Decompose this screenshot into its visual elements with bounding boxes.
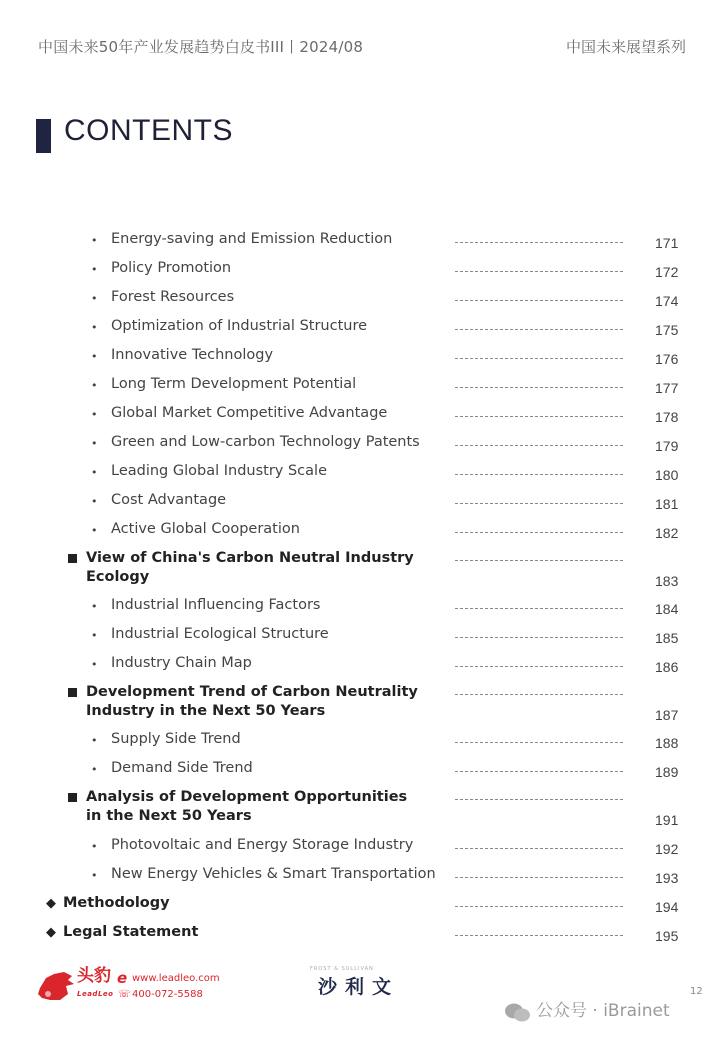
bullet-dot-icon: • xyxy=(91,734,98,747)
dot-leader xyxy=(455,666,623,667)
dot-leader xyxy=(455,637,623,638)
website-link[interactable]: www.leadleo.com xyxy=(132,973,220,984)
contents-title-bar xyxy=(36,119,51,153)
bullet-dot-icon: • xyxy=(91,466,98,479)
toc-entry-page-number: 184 xyxy=(655,601,679,617)
partner-logo: 沙利文 xyxy=(318,976,400,998)
toc-entry-label: Industrial Ecological Structure xyxy=(111,626,329,642)
toc-entry-page-number: 187 xyxy=(655,707,679,723)
dot-leader xyxy=(455,503,623,504)
page-title: CONTENTS xyxy=(64,114,233,147)
bullet-square-icon xyxy=(68,688,77,697)
toc-entry-page-number: 177 xyxy=(655,380,679,396)
toc-entry-label: New Energy Vehicles & Smart Transportation xyxy=(111,866,436,882)
toc-entry-label: Leading Global Industry Scale xyxy=(111,463,327,479)
dot-leader xyxy=(455,416,623,417)
dot-leader xyxy=(455,560,623,561)
toc-entry-page-number: 182 xyxy=(655,525,679,541)
toc-entry-label: Analysis of Development Opportunities in the Next 50 Years xyxy=(86,789,408,824)
toc-entry-page-number: 185 xyxy=(655,630,679,646)
dot-leader xyxy=(455,694,623,695)
toc-entry-label: Demand Side Trend xyxy=(111,760,253,776)
partner-logo-small-text: FROST & SULLIVAN xyxy=(310,966,374,972)
brand-name-cn: 头豹 xyxy=(77,966,111,986)
bullet-dot-icon: • xyxy=(91,524,98,537)
toc-entry-label: Supply Side Trend xyxy=(111,731,241,747)
wechat-icon xyxy=(504,1002,532,1022)
dot-leader xyxy=(455,877,623,878)
toc-entry-page-number: 183 xyxy=(655,573,679,589)
dot-leader xyxy=(455,906,623,907)
bullet-dot-icon: • xyxy=(91,437,98,450)
toc-entry-label: Photovoltaic and Energy Storage Industry xyxy=(111,837,414,853)
toc-entry-label: Methodology xyxy=(63,895,170,911)
toc-entry-label: Development Trend of Carbon Neutrality Industry in the Next 50 Years xyxy=(86,684,418,719)
toc-entry-label: Forest Resources xyxy=(111,289,235,305)
dot-leader xyxy=(455,935,623,936)
toc-entry-label: Legal Statement xyxy=(63,924,199,940)
toc-entry-label: Active Global Cooperation xyxy=(111,521,300,537)
dot-leader xyxy=(455,242,623,243)
brand-name-en: LeadLeo xyxy=(77,990,114,998)
phone-number: 400-072-5588 xyxy=(132,989,203,1000)
bullet-square-icon xyxy=(68,554,77,563)
dot-leader xyxy=(455,300,623,301)
dot-leader xyxy=(455,358,623,359)
bullet-dot-icon: • xyxy=(91,629,98,642)
toc-entry-label: Policy Promotion xyxy=(111,260,232,276)
toc-entry-label: Innovative Technology xyxy=(111,347,274,363)
dot-leader xyxy=(455,474,623,475)
bullet-square-icon xyxy=(68,793,77,802)
bullet-dot-icon: • xyxy=(91,495,98,508)
toc-entry-page-number: 178 xyxy=(655,409,679,425)
bullet-dot-icon: • xyxy=(91,840,98,853)
dot-leader xyxy=(455,329,623,330)
toc-entry-label: Industrial Influencing Factors xyxy=(111,597,321,613)
phone-icon: ☏ xyxy=(118,989,131,1000)
bullet-dot-icon: • xyxy=(91,263,98,276)
toc-entry-page-number: 194 xyxy=(655,899,679,915)
toc-entry-page-number: 189 xyxy=(655,764,679,780)
bullet-diamond-icon: ◆ xyxy=(46,896,56,911)
bullet-dot-icon: • xyxy=(91,763,98,776)
bullet-dot-icon: • xyxy=(91,321,98,334)
toc-entry-page-number: 175 xyxy=(655,322,679,338)
dot-leader xyxy=(455,608,623,609)
dot-leader xyxy=(455,771,623,772)
toc-entry-page-number: 172 xyxy=(655,264,679,280)
toc-entry-page-number: 192 xyxy=(655,841,679,857)
bullet-dot-icon: • xyxy=(91,869,98,882)
toc-entry-label: Cost Advantage xyxy=(111,492,227,508)
bullet-dot-icon: • xyxy=(91,379,98,392)
toc-entry-page-number: 195 xyxy=(655,928,679,944)
dot-leader xyxy=(455,445,623,446)
web-icon: e xyxy=(117,969,128,987)
toc-entry-page-number: 193 xyxy=(655,870,679,886)
dot-leader xyxy=(455,742,623,743)
bullet-dot-icon: • xyxy=(91,292,98,305)
toc-entry-page-number: 180 xyxy=(655,467,679,483)
header-right-text: 中国未来展望系列 xyxy=(565,38,686,56)
toc-entry-page-number: 186 xyxy=(655,659,679,675)
dot-leader xyxy=(455,271,623,272)
toc-entry-page-number: 176 xyxy=(655,351,679,367)
watermark-text: 公众号 · iBrainet xyxy=(536,1001,670,1021)
toc-entry-label: Global Market Competitive Advantage xyxy=(111,405,388,421)
toc-entry-label: View of China's Carbon Neutral Industry Ecology xyxy=(86,550,414,585)
toc-entry-label: Green and Low-carbon Technology Patents xyxy=(111,434,420,450)
bullet-dot-icon: • xyxy=(91,600,98,613)
bullet-dot-icon: • xyxy=(91,350,98,363)
dot-leader xyxy=(455,387,623,388)
toc-entry-label: Long Term Development Potential xyxy=(111,376,357,392)
header-left-text: 中国未来50年产业发展趋势白皮书III丨2024/08 xyxy=(38,38,364,56)
toc-entry-label: Optimization of Industrial Structure xyxy=(111,318,368,334)
toc-entry-page-number: 191 xyxy=(655,812,679,828)
dot-leader xyxy=(455,848,623,849)
toc-entry-page-number: 188 xyxy=(655,735,679,751)
leopard-logo-icon xyxy=(36,968,76,1004)
bullet-dot-icon: • xyxy=(91,234,98,247)
toc-entry-page-number: 179 xyxy=(655,438,679,454)
toc-entry-page-number: 181 xyxy=(655,496,679,512)
bullet-diamond-icon: ◆ xyxy=(46,925,56,940)
toc-entry-label: Energy-saving and Emission Reduction xyxy=(111,231,393,247)
page-number: 12 xyxy=(690,986,703,997)
dot-leader xyxy=(455,799,623,800)
toc-entry-page-number: 174 xyxy=(655,293,679,309)
toc-entry-label: Industry Chain Map xyxy=(111,655,252,671)
bullet-dot-icon: • xyxy=(91,408,98,421)
dot-leader xyxy=(455,532,623,533)
bullet-dot-icon: • xyxy=(91,658,98,671)
toc-entry-page-number: 171 xyxy=(655,235,679,251)
